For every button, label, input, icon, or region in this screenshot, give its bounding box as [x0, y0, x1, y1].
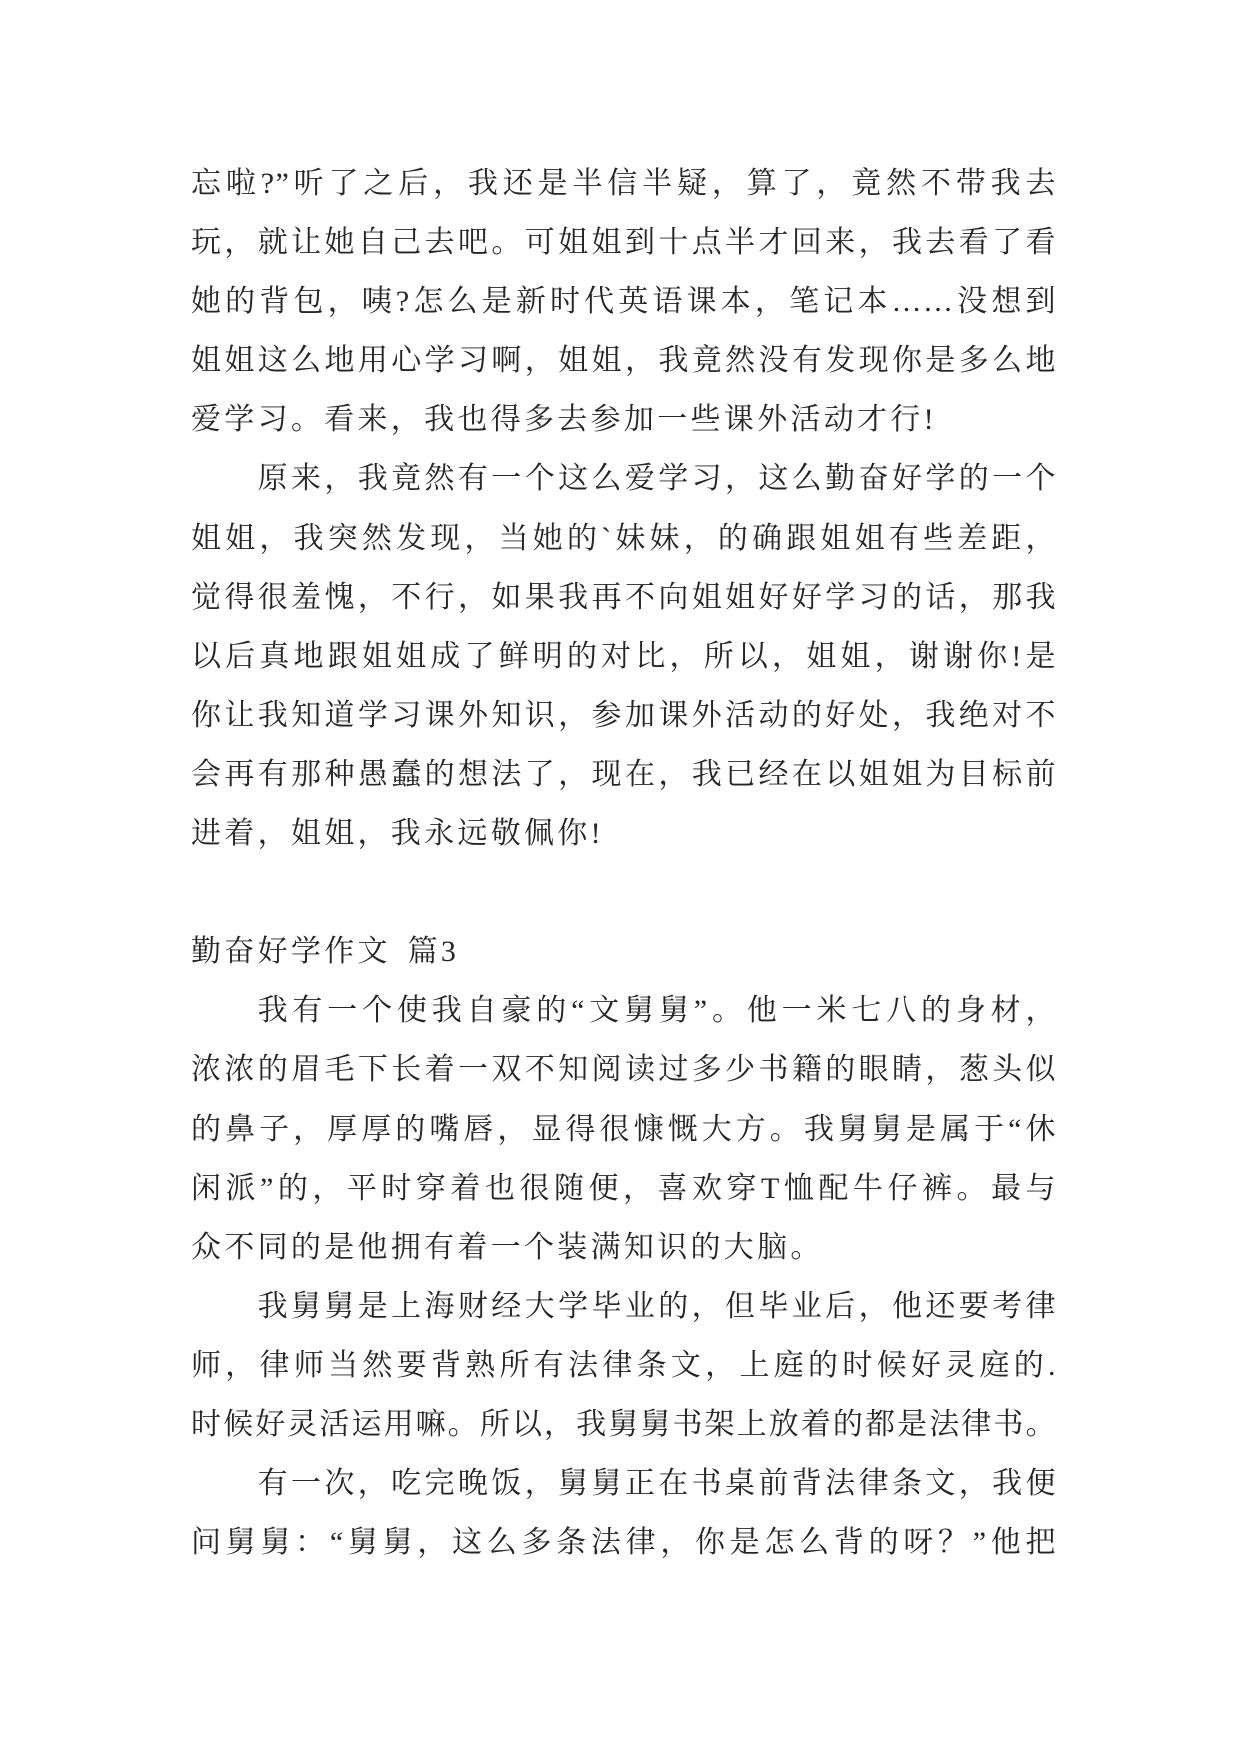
text-line: 的鼻子，厚厚的嘴唇，显得很慷慨大方。我舅舅是属于“休: [191, 1112, 1057, 1146]
text-line: 以后真地跟姐姐成了鲜明的对比，所以，姐姐，谢谢你!是: [191, 639, 1057, 673]
text-line: 闲派”的，平时穿着也很随便，喜欢穿T恤配牛仔裤。最与: [191, 1171, 1057, 1205]
text-line: 你让我知道学习课外知识，参加课外活动的好处，我绝对不: [191, 698, 1057, 732]
text-line: 有一次，吃完晚饭，舅舅正在书桌前背法律条文，我便: [257, 1467, 1057, 1501]
text-line: 师，律师当然要背熟所有法律条文，上庭的时候好灵庭的.: [191, 1348, 1057, 1382]
text-line: 原来，我竟然有一个这么爱学习，这么勤奋好学的一个: [257, 462, 1057, 496]
text-line: 忘啦?”听了之后，我还是半信半疑，算了，竟然不带我去: [191, 167, 1057, 200]
paragraph: [191, 1277, 1057, 1454]
paragraph: [191, 981, 1057, 1276]
paragraph: [191, 154, 1057, 449]
text-line: 会再有那种愚蠢的想法了，现在，我已经在以姐姐为目标前: [191, 757, 1057, 791]
text-line: 姐姐这么地用心学习啊，姐姐，我竟然没有发现你是多么地: [191, 344, 1057, 378]
text-line: 我有一个使我自豪的“文舅舅”。他一米七八的身材，: [257, 994, 1057, 1028]
text-line: 爱学习。看来，我也得多去参加一些课外活动才行!: [191, 403, 937, 437]
text-line: 玩，就让她自己去吧。可姐姐到十点半才回来，我去看了看: [191, 226, 1057, 260]
section-heading: 勤奋好学作文 篇3: [191, 935, 460, 969]
text-line: 问舅舅：“舅舅，这么多条法律，你是怎么背的呀？”他把: [191, 1526, 1057, 1560]
text-line: 进着，姐姐，我永远敬佩你!: [191, 817, 604, 851]
text-line: 我舅舅是上海财经大学毕业的，但毕业后，他还要考律: [257, 1289, 1057, 1323]
paragraph: [191, 1454, 1057, 1572]
text-line: 她的背包，咦?怎么是新时代英语课本，笔记本……没想到: [191, 285, 1057, 319]
text-line: 众不同的是他拥有着一个装满知识的大脑。: [191, 1230, 824, 1264]
paragraph: [191, 449, 1057, 863]
essay-section: [191, 981, 1057, 1572]
document-body: [191, 154, 1057, 1572]
essay-continued: [191, 154, 1057, 863]
text-line: 时候好灵活运用嘛。所以，我舅舅书架上放着的都是法律书。: [191, 1407, 1057, 1441]
text-line: 姐姐，我突然发现，当她的`妹妹，的确跟姐姐有些差距，: [191, 521, 1057, 555]
text-line: 觉得很羞愧，不行，如果我再不向姐姐好好学习的话，那我: [191, 580, 1057, 614]
text-line: 浓浓的眉毛下长着一双不知阅读过多少书籍的眼睛，葱头似: [191, 1053, 1057, 1087]
